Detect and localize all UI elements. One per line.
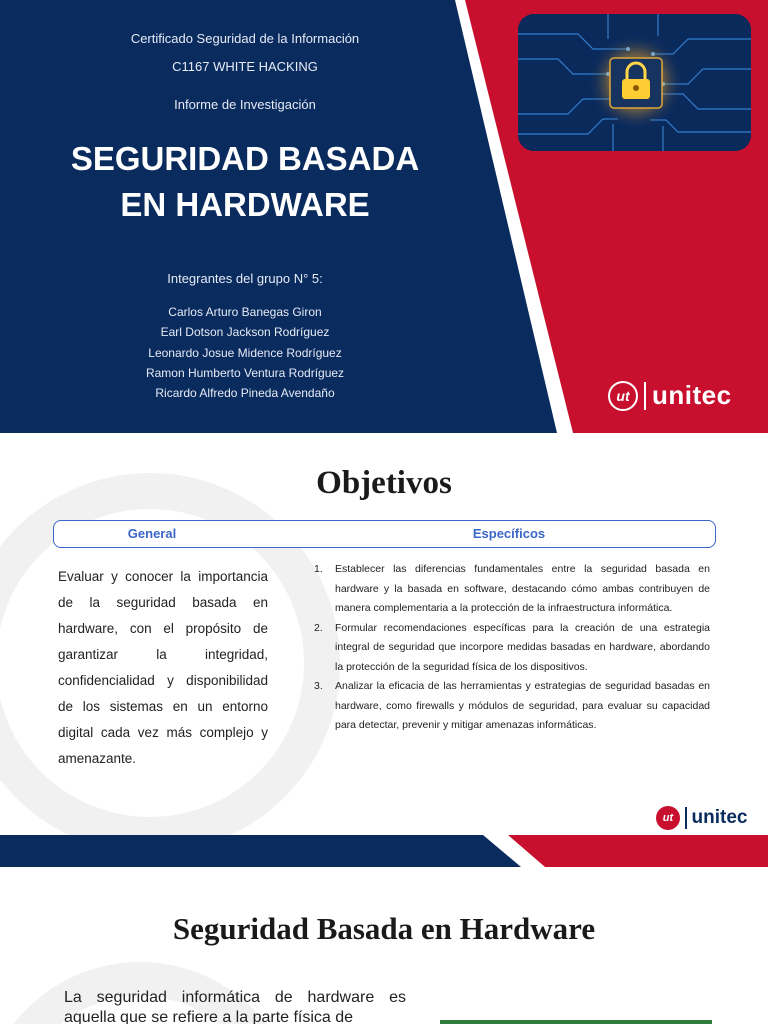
certificate-label: Certificado Seguridad de la Información <box>130 31 360 46</box>
cover-title-line1: SEGURIDAD BASADA <box>70 140 420 177</box>
member-name: Ramon Humberto Ventura Rodríguez <box>145 366 345 380</box>
objetivos-slide <box>0 433 768 867</box>
footer-band <box>0 835 768 867</box>
list-item <box>308 677 710 736</box>
unitec-mark-icon: ut <box>656 806 680 830</box>
list-number: 1. <box>314 563 323 575</box>
objectives-header-bar <box>53 520 716 548</box>
report-type: Informe de Investigación <box>174 97 316 112</box>
member-name: Ricardo Alfredo Pineda Avendaño <box>155 386 335 400</box>
member-name: Leonardo Josue Midence Rodríguez <box>148 346 342 360</box>
hardware-slide <box>0 867 768 1024</box>
cover-slide <box>0 0 768 433</box>
hardware-image <box>440 1020 712 1024</box>
members-heading: Integrantes del grupo N° 5: <box>167 271 323 286</box>
hardware-body-text: La seguridad informática de hardware es aquella que se refiere a la parte física de <box>64 989 406 1024</box>
circuit-board-icon <box>518 14 751 151</box>
cover-title-line2: EN HARDWARE <box>120 186 370 223</box>
member-name: Carlos Arturo Banegas Giron <box>168 305 322 319</box>
unitec-mark-icon: ut <box>608 381 638 411</box>
circuit-padlock-image <box>518 14 751 151</box>
list-number: 2. <box>314 621 323 634</box>
list-item-text: Establecer las diferencias fundamentales entre la seguridad basada en hardware y la basada en software, destacando cómo ambas contribuyen de manera complementaria a la protección de la infraestructura informática. <box>335 563 710 614</box>
list-item <box>308 560 710 619</box>
header-especificos: Específicos <box>472 526 546 541</box>
list-number: 3. <box>314 680 323 692</box>
unitec-wordmark: unitec <box>652 380 732 410</box>
objetivos-title: Objetivos <box>316 465 452 501</box>
header-general: General <box>127 526 177 541</box>
list-item-text: Analizar la eficacia de las herramientas y estrategias de seguridad basadas en hardware, como firewalls y módulos de seguridad, para evaluar su capacidad para detectar, prevenir y mitigar amenazas informáticas. <box>335 680 710 731</box>
member-name: Earl Dotson Jackson Rodríguez <box>160 325 330 339</box>
unitec-logo-small <box>656 806 747 830</box>
course-code: C1167 WHITE HACKING <box>172 59 318 74</box>
list-item <box>308 619 710 678</box>
unitec-logo <box>608 380 732 411</box>
logo-divider <box>685 807 687 829</box>
specific-objectives-list <box>308 560 710 736</box>
hardware-title: Seguridad Basada en Hardware <box>172 911 596 946</box>
list-item-text: Formular recomendaciones específicas para la creación de una estrategia integral de seguridad que incorpore medidas basadas en hardware, abordando la protección de la seguridad física de los dispositivos. <box>335 621 710 673</box>
general-objective-text: Evaluar y conocer la importancia de la seguridad basada en hardware, con el propósito de garantizar la integridad, confidencialidad y disponibilidad de los sistemas en un entorno digital cada vez más complejo y amenazante. <box>58 569 268 766</box>
logo-divider <box>644 382 646 410</box>
unitec-wordmark: unitec <box>691 807 748 828</box>
